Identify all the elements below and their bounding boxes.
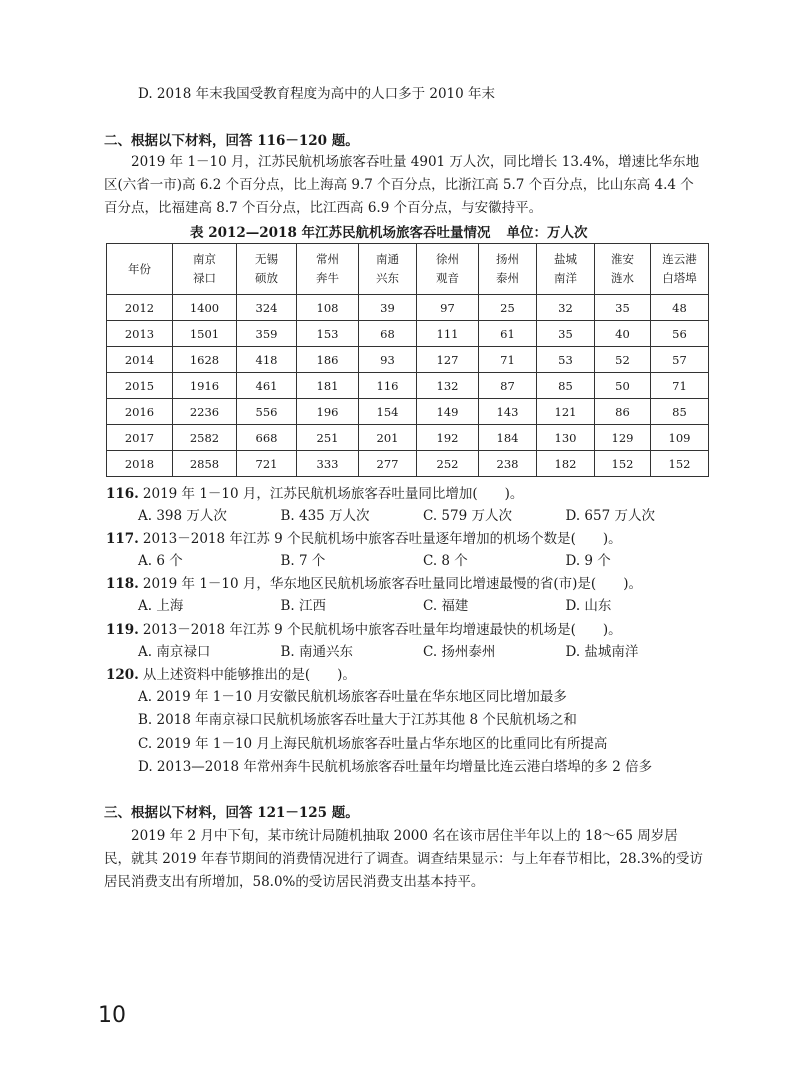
question-119-text: 2013－2018 年江苏 9 个民航机场中旅客吞吐量年均增速最快的机场是( )。 xyxy=(142,622,622,638)
option-118-a: A. 上海 xyxy=(138,598,184,614)
prev-option-d: D. 2018 年末我国受教育程度为高中的人口多于 2010 年末 xyxy=(138,86,496,102)
table-cell: 85 xyxy=(537,373,595,399)
table-row xyxy=(107,373,709,399)
table-cell: 333 xyxy=(297,451,359,477)
table-header-text: 白塔埠 xyxy=(662,271,697,285)
table-header-text: 涟水 xyxy=(611,271,634,285)
table-cell: 71 xyxy=(479,347,537,373)
table-cell: 56 xyxy=(651,321,709,347)
question-118-number: 118. xyxy=(106,576,139,592)
table-header-text: 南洋 xyxy=(554,271,577,285)
table-caption xyxy=(190,221,588,241)
table-cell: 25 xyxy=(479,295,537,321)
table-cell: 2236 xyxy=(173,399,237,425)
table-cell: 71 xyxy=(651,373,709,399)
table-cell: 2013 xyxy=(107,321,173,347)
table-cell: 184 xyxy=(479,425,537,451)
table-cell: 48 xyxy=(651,295,709,321)
option-117-c: C. 8 个 xyxy=(423,553,468,569)
table-header-text: 奔牛 xyxy=(316,271,339,285)
option-116-b: B. 435 万人次 xyxy=(280,508,370,524)
question-118-options xyxy=(138,596,708,616)
table-header-cell xyxy=(297,244,359,295)
section2-heading: 二、根据以下材料，回答 116－120 题。 xyxy=(104,133,359,149)
table-header-cell xyxy=(537,244,595,295)
table-header-text: 南京 xyxy=(193,252,216,266)
table-cell: 2015 xyxy=(107,373,173,399)
table-cell: 50 xyxy=(595,373,651,399)
table-cell: 721 xyxy=(237,451,297,477)
table-cell: 192 xyxy=(417,425,479,451)
table-header-cell xyxy=(359,244,417,295)
table-cell: 109 xyxy=(651,425,709,451)
option-117-d: D. 9 个 xyxy=(565,553,611,569)
table-cell: 1400 xyxy=(173,295,237,321)
table-cell: 418 xyxy=(237,347,297,373)
table-row xyxy=(107,399,709,425)
question-117 xyxy=(106,529,622,549)
table-cell: 461 xyxy=(237,373,297,399)
table-cell: 40 xyxy=(595,321,651,347)
question-120 xyxy=(106,665,356,685)
table-header-text: 禄口 xyxy=(193,271,216,285)
table-cell: 108 xyxy=(297,295,359,321)
table-cell: 57 xyxy=(651,347,709,373)
table-cell: 53 xyxy=(537,347,595,373)
table-cell: 111 xyxy=(417,321,479,347)
table-cell: 251 xyxy=(297,425,359,451)
table-cell: 324 xyxy=(237,295,297,321)
question-118-text: 2019 年 1－10 月，华东地区民航机场旅客吞吐量同比增速最慢的省(市)是( )。 xyxy=(142,576,642,592)
table-cell: 87 xyxy=(479,373,537,399)
table-cell: 68 xyxy=(359,321,417,347)
section2-paragraph-text: 2019 年 1－10 月，江苏民航机场旅客吞吐量 4901 万人次，同比增长 13.4%，增速比华东地区(六省一市)高 6.2 个百分点，比上海高 9.7 个百分点，比浙江高 5.7 个百分点，比山东高 4.4 个百分点，比福建高 8.7 个百分点，比江西高 6.9 个百分点，与安徽持平。 xyxy=(104,154,700,216)
table-cell: 252 xyxy=(417,451,479,477)
question-117-options xyxy=(138,551,708,571)
table-cell: 556 xyxy=(237,399,297,425)
table-cell: 32 xyxy=(537,295,595,321)
question-119-number: 119. xyxy=(106,622,139,638)
table-cell: 93 xyxy=(359,347,417,373)
table-header-text: 无锡 xyxy=(255,252,278,266)
table-cell: 52 xyxy=(595,347,651,373)
table-cell: 121 xyxy=(537,399,595,425)
table-cell: 143 xyxy=(479,399,537,425)
table-header-text: 南通 xyxy=(376,252,399,266)
table-cell: 2016 xyxy=(107,399,173,425)
option-116-a: A. 398 万人次 xyxy=(138,508,227,524)
table-cell: 116 xyxy=(359,373,417,399)
table-body xyxy=(107,295,709,477)
option-120-a: A. 2019 年 1－10 月安徽民航机场旅客吞吐量在华东地区同比增加最多 xyxy=(138,689,567,705)
table-row xyxy=(107,451,709,477)
table-cell: 186 xyxy=(297,347,359,373)
table-cell: 154 xyxy=(359,399,417,425)
airport-passenger-table xyxy=(106,243,709,477)
table-row xyxy=(107,347,709,373)
table-cell: 238 xyxy=(479,451,537,477)
table-header-text: 盐城 xyxy=(554,252,577,266)
table-header-text: 常州 xyxy=(316,252,339,266)
question-117-text: 2013－2018 年江苏 9 个民航机场中旅客吞吐量逐年增加的机场个数是( )。 xyxy=(142,531,622,547)
question-116-number: 116. xyxy=(106,486,139,502)
table-header-cell xyxy=(417,244,479,295)
option-119-d: D. 盐城南洋 xyxy=(565,644,639,660)
option-118-d: D. 山东 xyxy=(565,598,612,614)
table-cell: 86 xyxy=(595,399,651,425)
table-cell: 130 xyxy=(537,425,595,451)
table-cell: 201 xyxy=(359,425,417,451)
table-cell: 2012 xyxy=(107,295,173,321)
option-119-a: A. 南京禄口 xyxy=(138,644,211,660)
table-unit: 单位：万人次 xyxy=(506,225,588,241)
table-cell: 129 xyxy=(595,425,651,451)
table-cell: 196 xyxy=(297,399,359,425)
table-header-cell xyxy=(237,244,297,295)
table-header-cell xyxy=(479,244,537,295)
question-118 xyxy=(106,574,642,594)
option-118-c: C. 福建 xyxy=(423,598,469,614)
table-cell: 152 xyxy=(651,451,709,477)
table-cell: 181 xyxy=(297,373,359,399)
table-cell: 1501 xyxy=(173,321,237,347)
question-116-text: 2019 年 1－10 月，江苏民航机场旅客吞吐量同比增加( )。 xyxy=(142,486,524,502)
table-cell: 2858 xyxy=(173,451,237,477)
section3-heading: 三、根据以下材料，回答 121－125 题。 xyxy=(104,805,359,821)
question-120-number: 120. xyxy=(106,667,139,683)
table-cell: 35 xyxy=(595,295,651,321)
table-cell: 359 xyxy=(237,321,297,347)
table-header-text: 泰州 xyxy=(496,271,519,285)
table-header-cell xyxy=(107,244,173,295)
page-number: 10 xyxy=(98,1003,126,1028)
table-cell: 35 xyxy=(537,321,595,347)
table-cell: 2018 xyxy=(107,451,173,477)
table-cell: 153 xyxy=(297,321,359,347)
section2-paragraph xyxy=(104,151,704,220)
table-cell: 149 xyxy=(417,399,479,425)
table-cell: 1916 xyxy=(173,373,237,399)
table-row xyxy=(107,321,709,347)
option-119-c: C. 扬州泰州 xyxy=(423,644,496,660)
option-120-b: B. 2018 年南京禄口民航机场旅客吞吐量大于江苏其他 8 个民航机场之和 xyxy=(138,712,577,728)
table-cell: 182 xyxy=(537,451,595,477)
question-116 xyxy=(106,484,523,504)
table-cell: 1628 xyxy=(173,347,237,373)
table-header-text: 淮安 xyxy=(611,252,634,266)
section3-paragraph xyxy=(104,825,704,894)
question-119-options xyxy=(138,642,708,662)
table-header-cell xyxy=(595,244,651,295)
table-cell: 97 xyxy=(417,295,479,321)
table-header-row xyxy=(107,244,709,295)
table-cell: 2582 xyxy=(173,425,237,451)
table-header-text: 年份 xyxy=(128,261,151,276)
question-117-number: 117. xyxy=(106,531,139,547)
table-cell: 277 xyxy=(359,451,417,477)
table-title: 表 2012—2018 年江苏民航机场旅客吞吐量情况 xyxy=(190,225,491,241)
table-cell: 668 xyxy=(237,425,297,451)
option-117-b: B. 7 个 xyxy=(280,553,326,569)
table-header-text: 扬州 xyxy=(496,252,519,266)
section3-paragraph-text: 2019 年 2 月中下旬，某市统计局随机抽取 2000 名在该市居住半年以上的 18～65 周岁居民，就其 2019 年春节期间的消费情况进行了调查。调查结果显示：与上年春节相比，28.3%的受访居民消费支出有所增加，58.0%的受访居民消费支出基本持平。 xyxy=(104,828,703,890)
question-119 xyxy=(106,620,622,640)
option-120-d: D. 2013—2018 年常州奔牛民航机场旅客吞吐量年均增量比连云港白塔埠的多 2 倍多 xyxy=(138,759,653,775)
table-cell: 2017 xyxy=(107,425,173,451)
question-116-options xyxy=(138,506,708,526)
table-cell: 2014 xyxy=(107,347,173,373)
option-119-b: B. 南通兴东 xyxy=(280,644,354,660)
option-116-c: C. 579 万人次 xyxy=(423,508,512,524)
option-118-b: B. 江西 xyxy=(280,598,327,614)
table-row xyxy=(107,425,709,451)
table-cell: 132 xyxy=(417,373,479,399)
table-cell: 61 xyxy=(479,321,537,347)
table-header-text: 徐州 xyxy=(436,252,459,266)
table-row xyxy=(107,295,709,321)
option-120-c: C. 2019 年 1－10 月上海民航机场旅客吞吐量占华东地区的比重同比有所提高 xyxy=(138,736,608,752)
table-cell: 85 xyxy=(651,399,709,425)
question-120-text: 从上述资料中能够推出的是( )。 xyxy=(142,667,356,683)
table-header-text: 兴东 xyxy=(376,271,399,285)
table-header-text: 硕放 xyxy=(255,271,278,285)
table-header-cell xyxy=(651,244,709,295)
table-cell: 39 xyxy=(359,295,417,321)
table-header-text: 观音 xyxy=(436,271,459,285)
table-header-text: 连云港 xyxy=(662,252,697,266)
table-cell: 127 xyxy=(417,347,479,373)
table-header-cell xyxy=(173,244,237,295)
option-117-a: A. 6 个 xyxy=(138,553,183,569)
table-cell: 152 xyxy=(595,451,651,477)
option-116-d: D. 657 万人次 xyxy=(565,508,655,524)
